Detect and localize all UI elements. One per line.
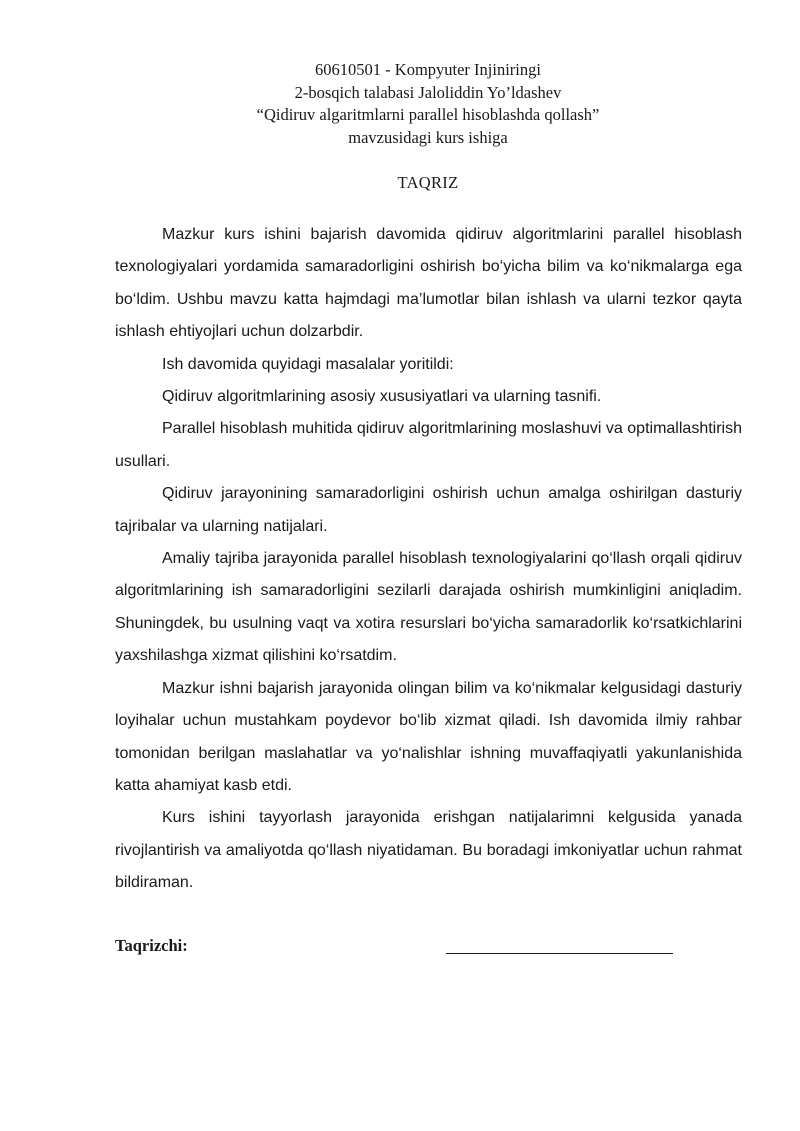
body-paragraph: Parallel hisoblash muhitida qidiruv algoritmlarining moslashuvi va optimallashtirish usullari. — [115, 420, 742, 470]
document-title: TAQRIZ — [397, 173, 459, 192]
header-topic-line: “Qidiruv algaritmlarni parallel hisoblashda qollash” — [256, 105, 600, 124]
body-paragraph: Ish davomida quyidagi masalalar yoritildi: — [162, 355, 454, 373]
signature-block — [115, 935, 742, 959]
body-paragraph: Mazkur kurs ishini bajarish davomida qidiruv algoritmlarini parallel hisoblash texnologiyalari yordamida samaradorligini oshirish bo‘yicha bilim va ko‘nikmalarga ega bo‘ldim. Ushbu mavzu katta hajmdagi ma’lumotlar bilan ishlash va ularni tezkor qayta ishlash ehtiyojlari uchun dolzarbdir. — [115, 226, 742, 341]
body-paragraph: Kurs ishini tayyorlash jarayonida erishgan natijalarimni kelgusida yanada rivojlantirish va amaliyotda qo‘llash niyatidaman. Bu boradagi imkoniyatlar uchun rahmat bildiraman. — [115, 809, 742, 892]
reviewer-label: Taqrizchi: — [115, 936, 188, 955]
header-program-line: 60610501 - Kompyuter Injiniringi — [315, 60, 541, 79]
body-paragraph: Amaliy tajriba jarayonida parallel hisoblash texnologiyalarini qo‘llash orqali qidiruv algoritmlarining ish samaradorligini sezilarli darajada oshirish mumkinligini aniqladim. Shuningdek, bu usulning vaqt va xotira resurslari bo‘yicha samaradorlik ko‘rsatkichlarini yaxshilashga xizmat qilishini ko‘rsatdim. — [115, 550, 742, 665]
document-header — [0, 59, 800, 149]
body-paragraph: Qidiruv algoritmlarining asosiy xususiyatlari va ularning tasnifi. — [162, 388, 602, 406]
header-subject-line: mavzusidagi kurs ishiga — [348, 127, 508, 147]
signature-line — [446, 953, 673, 954]
review-body — [115, 219, 742, 900]
body-paragraph: Qidiruv jarayonining samaradorligini oshirish uchun amalga oshirilgan dasturiy tajribalar va ularning natijalari. — [115, 485, 742, 535]
header-student-line: 2-bosqich talabasi Jaloliddin Yo’ldashev — [294, 82, 562, 102]
body-paragraph: Mazkur ishni bajarish jarayonida olingan bilim va ko‘nikmalar kelgusidagi dasturiy loyihalar uchun mustahkam poydevor bo‘lib xizmat qiladi. Ish davomida ilmiy rahbar tomonidan berilgan maslahatlar va yo‘nalishlar ishning muvaffaqiyatli yakunlanishida katta ahamiyat kasb etdi. — [115, 679, 742, 794]
